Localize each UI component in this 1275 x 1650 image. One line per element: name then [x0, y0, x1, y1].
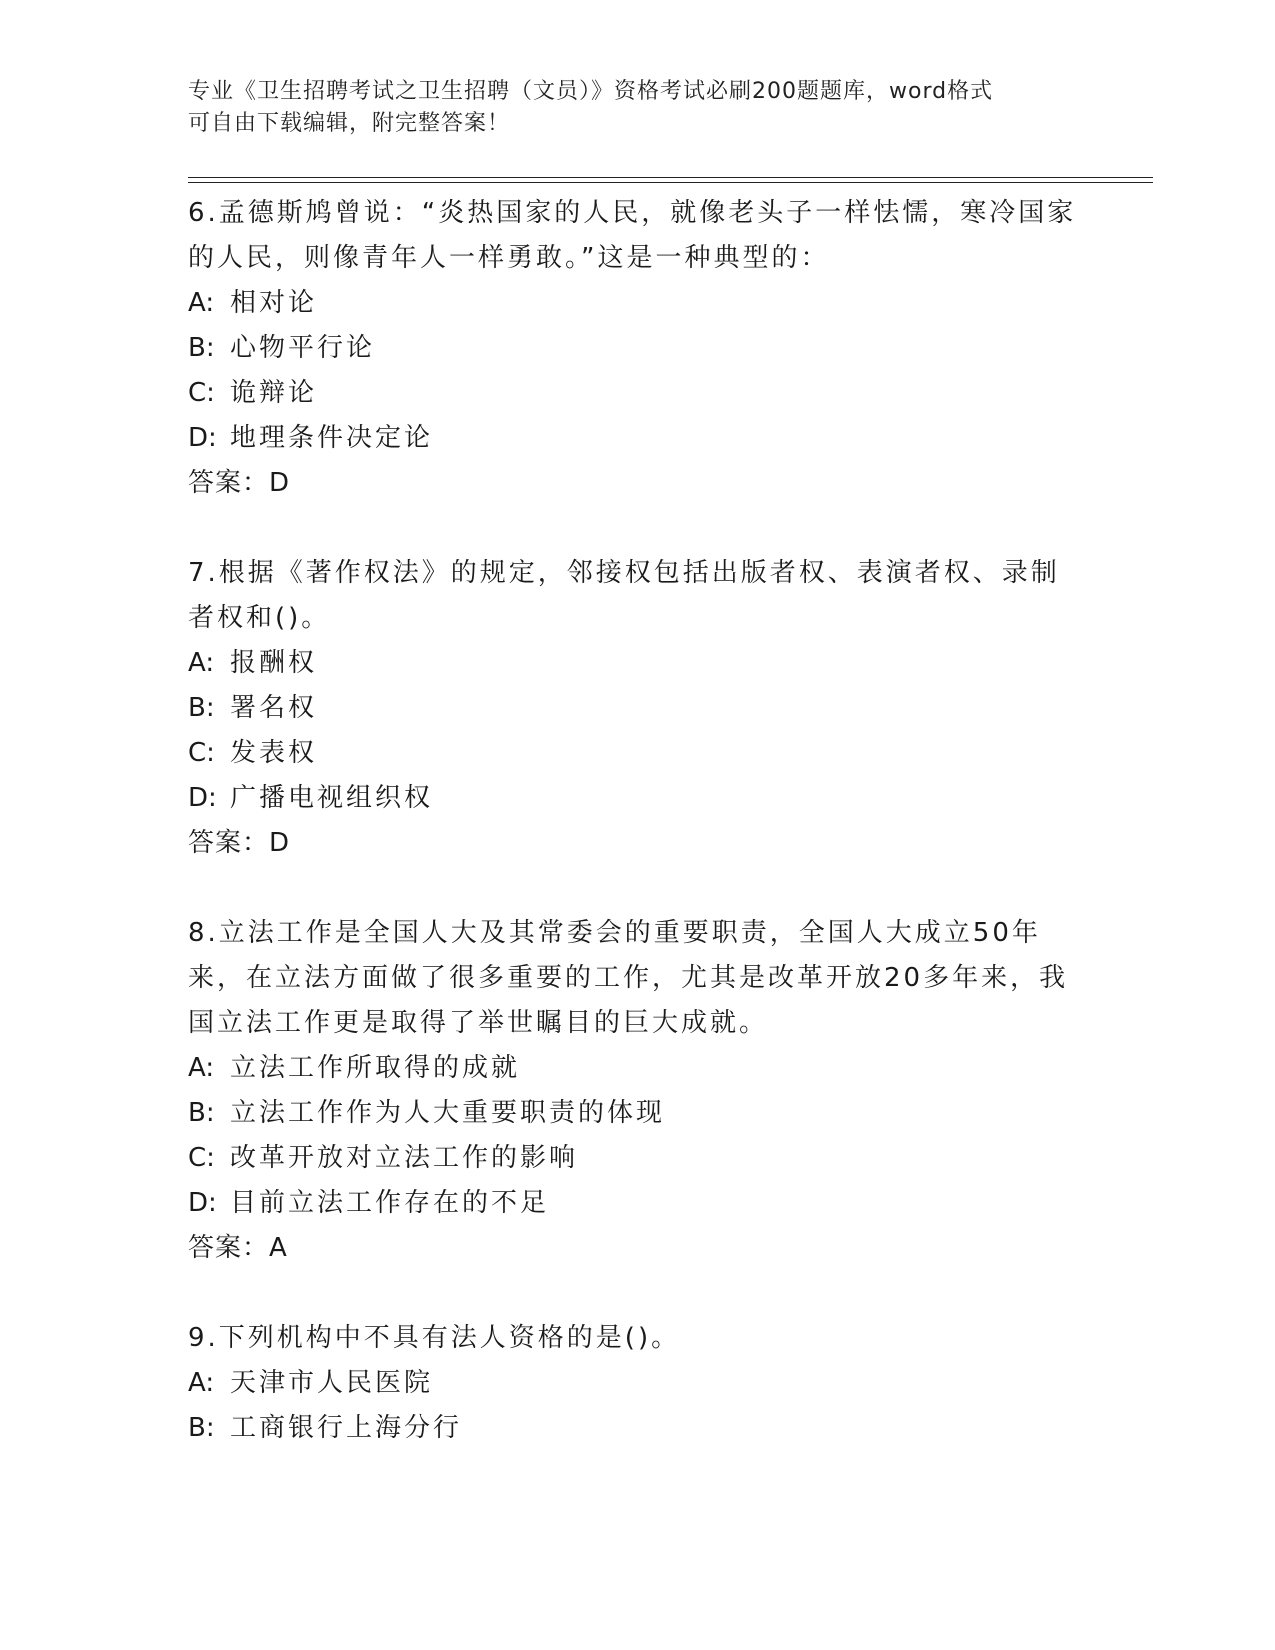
question-text: 9.下列机构中不具有法人资格的是()。: [188, 1323, 681, 1353]
option-a: [188, 1361, 1088, 1406]
option-c: [188, 731, 1088, 776]
option-letter: C:: [188, 1143, 215, 1173]
answer-line: 答案：D: [188, 828, 291, 858]
question-list: [188, 191, 1088, 1496]
option-letter: B:: [188, 333, 215, 363]
option-d: [188, 1181, 1088, 1226]
question-text: 7.根据《著作权法》的规定，邻接权包括出版者权、表演者权、录制者权和()。: [188, 558, 1060, 633]
option-a: [188, 281, 1088, 326]
option-b: [188, 1406, 1088, 1451]
option-letter: C:: [188, 378, 215, 408]
question-text: 8.立法工作是全国人大及其常委会的重要职责，全国人大成立50年来，在立法方面做了很多重要的工作，尤其是改革开放20多年来，我国立法工作更是取得了举世瞩目的巨大成就。: [188, 918, 1069, 1038]
option-letter: B:: [188, 1098, 215, 1128]
option-text: 天津市人民医院: [230, 1368, 434, 1398]
answer-line: 答案：A: [188, 1233, 288, 1263]
option-letter: A:: [188, 648, 215, 678]
option-b: [188, 686, 1088, 731]
option-a: [188, 1046, 1088, 1091]
header-line-1: 专业《卫生招聘考试之卫生招聘（文员）》资格考试必刷200题题库，word格式: [188, 79, 994, 104]
option-text: 心物平行论: [230, 333, 376, 363]
option-text: 报酬权: [230, 648, 318, 678]
option-text: 相对论: [230, 288, 318, 318]
option-c: [188, 1136, 1088, 1181]
option-text: 立法工作所取得的成就: [230, 1053, 521, 1083]
answer-line: 答案：D: [188, 468, 291, 498]
option-letter: B:: [188, 1413, 215, 1443]
option-b: [188, 326, 1088, 371]
option-letter: B:: [188, 693, 215, 723]
question-9: [188, 1316, 1088, 1451]
question-7: [188, 551, 1088, 866]
document-header: [188, 76, 1068, 140]
option-d: [188, 416, 1088, 461]
option-text: 立法工作作为人大重要职责的体现: [230, 1098, 666, 1128]
option-letter: D:: [188, 423, 217, 453]
option-letter: A:: [188, 1053, 215, 1083]
option-a: [188, 641, 1088, 686]
option-c: [188, 371, 1088, 416]
option-letter: C:: [188, 738, 215, 768]
header-divider-top: [188, 177, 1153, 178]
option-letter: D:: [188, 783, 217, 813]
option-text: 诡辩论: [230, 378, 318, 408]
option-b: [188, 1091, 1088, 1136]
option-text: 署名权: [230, 693, 318, 723]
option-letter: A:: [188, 1368, 215, 1398]
option-text: 目前立法工作存在的不足: [230, 1188, 550, 1218]
option-letter: D:: [188, 1188, 217, 1218]
header-divider-bottom: [188, 182, 1153, 183]
option-text: 地理条件决定论: [230, 423, 434, 453]
header-line-2: 可自由下载编辑，附完整答案！: [188, 111, 511, 136]
question-text: 6.孟德斯鸠曾说：“炎热国家的人民，就像老头子一样怯懦，寒冷国家的人民，则像青年人一样勇敢。”这是一种典型的：: [188, 198, 1077, 273]
option-letter: A:: [188, 288, 215, 318]
question-8: [188, 911, 1088, 1271]
option-text: 工商银行上海分行: [230, 1413, 463, 1443]
option-d: [188, 776, 1088, 821]
option-text: 改革开放对立法工作的影响: [230, 1143, 579, 1173]
option-text: 发表权: [230, 738, 318, 768]
question-6: [188, 191, 1088, 506]
option-text: 广播电视组织权: [230, 783, 434, 813]
